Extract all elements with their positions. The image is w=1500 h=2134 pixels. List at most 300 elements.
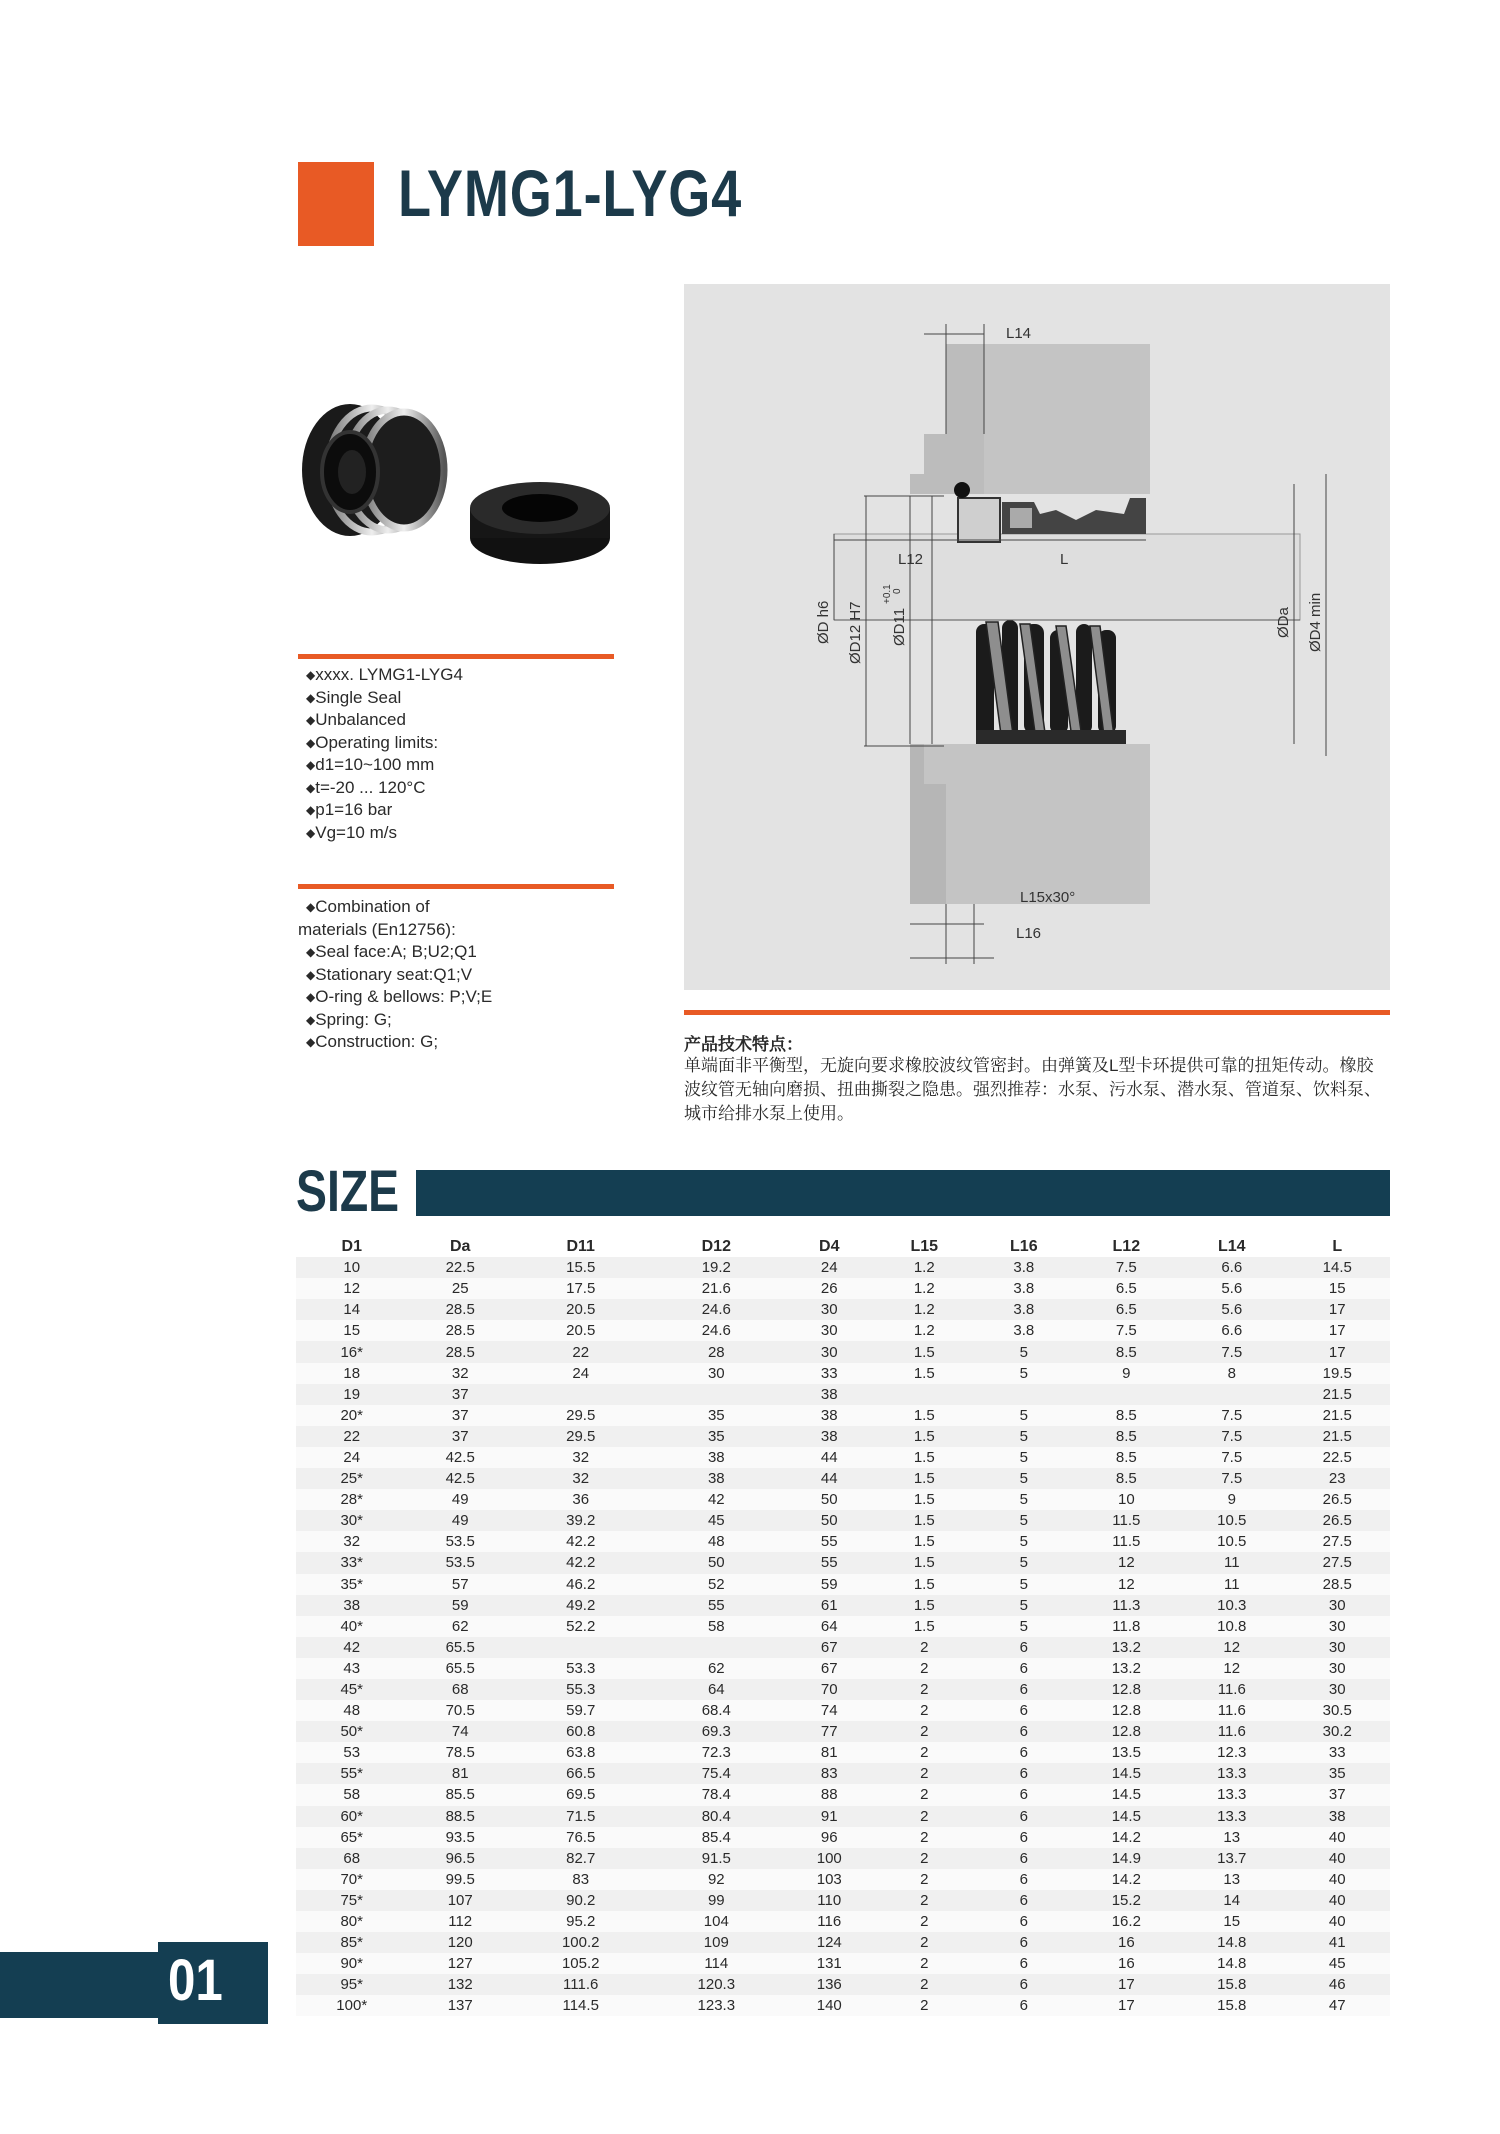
table-cell: 14.5 xyxy=(1322,1259,1352,1277)
table-cell: 5.6 xyxy=(1221,1301,1243,1319)
table-cell: 11.5 xyxy=(1112,1533,1141,1551)
table-cell: 3.8 xyxy=(1013,1322,1035,1340)
features-body: 单端面非平衡型，无旋向要求橡胶波纹管密封。由弹簧及L型卡环提供可靠的扭矩传动。橡胶波纹管无轴向磨损、扭曲撕裂之隐患。强烈推荐：水泵、污水泵、潜水泵、管道泵、饮料泵、城市给排水泵上使用。 xyxy=(684,1056,1381,1123)
table-cell: 13 xyxy=(1223,1828,1241,1846)
table-cell: 61 xyxy=(820,1596,838,1614)
table-cell: 10.3 xyxy=(1217,1596,1247,1614)
table-cell: 2 xyxy=(920,1702,929,1720)
table-cell: 2 xyxy=(920,1765,929,1783)
table-cell: 100* xyxy=(336,1997,368,2015)
table-cell: 1.2 xyxy=(913,1322,935,1340)
table-cell: 13 xyxy=(1223,1870,1241,1888)
table-cell: 103 xyxy=(816,1870,842,1888)
table-row xyxy=(296,1763,1390,1784)
label-d4: ØD4 min xyxy=(1307,592,1324,652)
table-cell: 16.2 xyxy=(1111,1913,1141,1931)
materials-heading: ◆ Combination of xyxy=(306,896,492,919)
table-cell: 5 xyxy=(1019,1533,1028,1551)
spec-list xyxy=(306,664,463,844)
table-cell: 40* xyxy=(340,1617,363,1635)
table-cell: 38 xyxy=(343,1596,361,1614)
table-cell: 17 xyxy=(1117,1976,1135,1994)
table-cell: 7.5 xyxy=(1221,1448,1243,1466)
table-cell: 7.5 xyxy=(1221,1343,1243,1361)
table-cell: 13.7 xyxy=(1217,1849,1247,1867)
table-cell: 93.5 xyxy=(445,1828,475,1846)
table-cell: 6 xyxy=(1019,1786,1028,1804)
column-header: L12 xyxy=(1112,1237,1141,1255)
table-cell: 67 xyxy=(820,1659,838,1677)
table-cell: 22 xyxy=(343,1427,361,1445)
table-cell xyxy=(513,1637,649,1658)
table-cell: 30 xyxy=(820,1322,838,1340)
table-cell: 42.5 xyxy=(445,1448,475,1466)
table-cell: 6.6 xyxy=(1221,1322,1243,1340)
spec-item: ◆ t=-20 ... 120°C xyxy=(306,777,463,800)
table-cell: 21.5 xyxy=(1322,1406,1352,1424)
size-heading: SIZE xyxy=(296,1159,400,1224)
table-cell: 5 xyxy=(1019,1617,1028,1635)
table-cell: 16* xyxy=(340,1343,363,1361)
table-cell: 6 xyxy=(1019,1638,1028,1656)
table-cell: 60.8 xyxy=(566,1723,596,1741)
table-cell: 55 xyxy=(707,1596,725,1614)
table-cell: 5 xyxy=(1019,1554,1028,1572)
table-cell: 124 xyxy=(816,1934,842,1952)
label-dh6: ØD h6 xyxy=(815,600,832,644)
table-cell: 7.5 xyxy=(1221,1427,1243,1445)
table-cell: 10 xyxy=(343,1259,361,1277)
column-header: L15 xyxy=(910,1237,939,1255)
table-cell: 85.4 xyxy=(701,1828,731,1846)
table-cell: 8.5 xyxy=(1115,1448,1137,1466)
table-cell: 13.3 xyxy=(1217,1807,1247,1825)
table-cell: 6 xyxy=(1019,1891,1028,1909)
table-cell: 30 xyxy=(1328,1681,1346,1699)
table-cell: 91.5 xyxy=(701,1849,731,1867)
table-cell: 63.8 xyxy=(566,1744,596,1762)
size-heading-bar xyxy=(416,1170,1390,1216)
table-cell: 120 xyxy=(447,1934,473,1952)
table-cell: 60* xyxy=(340,1807,363,1825)
table-cell: 12 xyxy=(1223,1638,1241,1656)
material-item: ◆ Stationary seat:Q1;V xyxy=(306,964,492,987)
table-cell: 11.6 xyxy=(1217,1702,1246,1720)
table-cell: 38 xyxy=(707,1448,725,1466)
table-cell: 40 xyxy=(1328,1870,1346,1888)
table-cell: 1.5 xyxy=(913,1343,935,1361)
table-cell: 140 xyxy=(816,1997,842,2015)
table-cell: 11.5 xyxy=(1112,1512,1141,1530)
table-cell: 30.5 xyxy=(1322,1702,1352,1720)
table-cell: 88.5 xyxy=(445,1807,475,1825)
table-cell: 12.8 xyxy=(1111,1723,1141,1741)
table-cell: 15.5 xyxy=(566,1259,596,1277)
table-cell: 19.2 xyxy=(701,1259,731,1277)
table-cell: 11 xyxy=(1223,1554,1240,1572)
column-header: L14 xyxy=(1217,1237,1246,1255)
table-cell: 81 xyxy=(451,1765,469,1783)
column-header: D1 xyxy=(341,1237,362,1255)
column-header: L16 xyxy=(1010,1237,1038,1255)
table-cell: 5 xyxy=(1019,1470,1028,1488)
table-row xyxy=(296,1742,1390,1763)
table-cell: 132 xyxy=(447,1976,473,1994)
table-cell: 14.5 xyxy=(1111,1786,1141,1804)
table-row xyxy=(296,1890,1390,1911)
page-number: 01 xyxy=(168,1948,223,2013)
table-cell: 5 xyxy=(1019,1512,1028,1530)
table-cell: 1.5 xyxy=(913,1512,935,1530)
table-cell xyxy=(649,1637,785,1658)
table-cell: 16 xyxy=(1117,1955,1135,1973)
table-cell: 12 xyxy=(1117,1554,1135,1572)
table-cell: 123.3 xyxy=(697,1997,736,2015)
table-cell: 59 xyxy=(820,1575,838,1593)
table-cell: 28.5 xyxy=(445,1343,475,1361)
table-cell: 68 xyxy=(451,1681,469,1699)
table-cell: 16 xyxy=(1117,1934,1135,1952)
table-row xyxy=(296,1468,1390,1489)
table-cell: 28.5 xyxy=(445,1301,475,1319)
table-cell: 5 xyxy=(1019,1596,1028,1614)
table-cell: 30* xyxy=(340,1512,363,1530)
table-row xyxy=(296,1911,1390,1932)
table-cell: 49.2 xyxy=(566,1596,596,1614)
table-cell: 8 xyxy=(1227,1364,1236,1382)
table-cell: 40 xyxy=(1328,1913,1346,1931)
table-cell: 38 xyxy=(820,1406,838,1424)
table-row xyxy=(296,1257,1390,1278)
table-cell: 2 xyxy=(920,1659,929,1677)
table-row xyxy=(296,1827,1390,1848)
table-cell: 74 xyxy=(820,1702,838,1720)
table-cell: 35 xyxy=(1328,1765,1346,1783)
label-da: ØDa xyxy=(1275,607,1292,638)
table-cell: 109 xyxy=(703,1934,729,1952)
label-l14: L14 xyxy=(1006,325,1032,342)
material-item: ◆ Spring: G; xyxy=(306,1009,492,1032)
table-cell: 2 xyxy=(920,1786,929,1804)
table-cell: 45* xyxy=(340,1681,363,1699)
table-cell: 5.6 xyxy=(1221,1280,1243,1298)
table-cell: 75.4 xyxy=(701,1765,731,1783)
table-cell: 30 xyxy=(1328,1638,1346,1656)
table-cell: 1.5 xyxy=(913,1554,935,1572)
table-cell: 50 xyxy=(820,1491,838,1509)
table-cell: 20* xyxy=(340,1406,363,1424)
table-cell: 82.7 xyxy=(566,1849,596,1867)
table-cell: 2 xyxy=(920,1681,929,1699)
label-d11: ØD11 xyxy=(891,607,908,646)
table-cell: 3.8 xyxy=(1013,1301,1035,1319)
table-cell: 10.5 xyxy=(1217,1512,1247,1530)
table-cell: 24.6 xyxy=(701,1322,731,1340)
table-cell: 6 xyxy=(1019,1659,1028,1677)
column-header: Da xyxy=(449,1237,471,1255)
table-cell: 57 xyxy=(451,1575,469,1593)
table-cell: 42.2 xyxy=(566,1533,596,1551)
table-cell: 45 xyxy=(707,1512,725,1530)
table-cell: 2 xyxy=(920,1976,929,1994)
materials-heading-2: materials (En12756): xyxy=(298,919,456,939)
table-cell: 42 xyxy=(707,1491,725,1509)
label-l: L xyxy=(1060,551,1069,568)
table-cell: 65.5 xyxy=(445,1638,475,1656)
table-cell: 131 xyxy=(816,1955,842,1973)
table-cell: 7.5 xyxy=(1221,1406,1243,1424)
table-cell: 53.3 xyxy=(566,1659,596,1677)
table-cell: 120.3 xyxy=(697,1976,736,1994)
table-cell: 40 xyxy=(1328,1891,1346,1909)
table-cell: 96 xyxy=(820,1828,838,1846)
table-row xyxy=(296,1320,1390,1341)
table-cell: 70* xyxy=(340,1870,363,1888)
table-row xyxy=(296,1405,1390,1426)
table-cell: 2 xyxy=(920,1849,929,1867)
table-cell: 36 xyxy=(572,1491,590,1509)
table-cell: 32 xyxy=(451,1364,469,1382)
table-cell: 20.5 xyxy=(566,1301,596,1319)
table-cell: 6 xyxy=(1019,1681,1028,1699)
table-cell: 55* xyxy=(340,1765,363,1783)
column-header: D11 xyxy=(566,1237,595,1255)
table-header-row xyxy=(296,1236,1390,1257)
table-cell: 65.5 xyxy=(445,1659,475,1677)
table-row xyxy=(296,1637,1390,1658)
table-cell: 33 xyxy=(820,1364,838,1382)
table-cell: 2 xyxy=(920,1870,929,1888)
table-cell: 39.2 xyxy=(566,1512,596,1530)
table-cell: 7.5 xyxy=(1115,1322,1137,1340)
table-cell: 12.8 xyxy=(1111,1702,1141,1720)
table-row xyxy=(296,1679,1390,1700)
table-cell: 90* xyxy=(340,1955,363,1973)
table-cell: 21.5 xyxy=(1322,1427,1352,1445)
table-cell: 116 xyxy=(817,1913,842,1931)
table-row xyxy=(296,1447,1390,1468)
table-cell: 25 xyxy=(451,1280,469,1298)
table-cell: 85.5 xyxy=(445,1786,475,1804)
table-cell: 17 xyxy=(1117,1997,1135,2015)
table-cell: 1.5 xyxy=(913,1617,935,1635)
table-row xyxy=(296,1953,1390,1974)
table-cell: 99.5 xyxy=(445,1870,475,1888)
spec-item: ◆ d1=10~100 mm xyxy=(306,754,463,777)
table-cell: 26.5 xyxy=(1322,1491,1352,1509)
table-cell: 2 xyxy=(920,1997,929,2015)
table-cell: 17.5 xyxy=(566,1280,596,1298)
material-item: ◆ Construction: G; xyxy=(306,1031,492,1054)
table-cell: 37 xyxy=(1328,1786,1346,1804)
materials-list xyxy=(298,896,493,1054)
table-cell: 24 xyxy=(820,1259,838,1277)
table-row xyxy=(296,1932,1390,1953)
table-cell: 13.3 xyxy=(1217,1786,1247,1804)
table-cell: 81 xyxy=(820,1744,838,1762)
table-row xyxy=(296,1510,1390,1531)
table-row xyxy=(296,1616,1390,1637)
table-cell: 90.2 xyxy=(566,1891,596,1909)
table-cell: 80* xyxy=(340,1913,363,1931)
table-cell: 26 xyxy=(820,1280,838,1298)
label-d11-tolerance: +0.1 xyxy=(882,584,893,604)
table-cell: 32 xyxy=(572,1470,590,1488)
table-cell: 6.5 xyxy=(1115,1301,1137,1319)
table-cell: 6 xyxy=(1019,1976,1028,1994)
table-cell: 137 xyxy=(447,1997,473,2015)
table-cell: 6 xyxy=(1019,1765,1028,1783)
table-row xyxy=(296,1384,1390,1405)
table-cell: 27.5 xyxy=(1322,1554,1352,1572)
column-header: L xyxy=(1332,1237,1343,1255)
table-cell: 35 xyxy=(707,1406,725,1424)
table-cell: 111.6 xyxy=(563,1976,599,1994)
table-cell: 50* xyxy=(340,1723,363,1741)
table-cell: 30 xyxy=(820,1301,838,1319)
table-cell: 88 xyxy=(820,1786,838,1804)
table-cell: 30 xyxy=(820,1343,838,1361)
table-cell: 80.4 xyxy=(701,1807,731,1825)
features-title: 产品技术特点： xyxy=(684,1035,803,1054)
table-cell: 22.5 xyxy=(1322,1448,1352,1466)
table-cell: 38 xyxy=(707,1470,725,1488)
table-row xyxy=(296,1363,1390,1384)
table-body xyxy=(296,1257,1390,2016)
table-cell: 24 xyxy=(572,1364,590,1382)
table-cell: 13.5 xyxy=(1111,1744,1141,1762)
table-cell: 53 xyxy=(343,1744,361,1762)
page-title: LYMG1-LYG4 xyxy=(398,156,743,230)
table-cell: 18 xyxy=(343,1364,361,1382)
table-cell: 11.3 xyxy=(1112,1596,1141,1614)
table-cell: 30 xyxy=(1328,1659,1346,1677)
table-cell: 6 xyxy=(1019,1913,1028,1931)
table-cell: 77 xyxy=(820,1723,838,1741)
spec-item: ◆ Vg=10 m/s xyxy=(306,822,463,845)
table-cell: 52.2 xyxy=(566,1617,596,1635)
table-cell: 14.9 xyxy=(1111,1849,1141,1867)
table-cell: 83 xyxy=(820,1765,838,1783)
table-cell xyxy=(649,1384,785,1405)
table-cell: 95.2 xyxy=(566,1913,596,1931)
table-cell: 6 xyxy=(1019,1870,1028,1888)
table-cell: 14.2 xyxy=(1111,1828,1141,1846)
table-cell: 19.5 xyxy=(1322,1364,1352,1382)
table-row xyxy=(296,1700,1390,1721)
table-cell: 44 xyxy=(820,1470,838,1488)
table-cell: 10.5 xyxy=(1217,1533,1247,1551)
table-cell: 14.5 xyxy=(1111,1765,1141,1783)
table-cell: 6 xyxy=(1019,1702,1028,1720)
table-cell: 28.5 xyxy=(1322,1575,1352,1593)
table-cell: 37 xyxy=(451,1406,469,1424)
table-cell: 6 xyxy=(1019,1849,1028,1867)
table-row xyxy=(296,1552,1390,1573)
table-cell: 8.5 xyxy=(1115,1343,1137,1361)
table-cell: 99 xyxy=(707,1891,725,1909)
table-cell: 15.2 xyxy=(1111,1891,1141,1909)
table-cell: 2 xyxy=(920,1807,929,1825)
table-cell: 55 xyxy=(820,1554,838,1572)
table-cell: 17 xyxy=(1328,1301,1346,1319)
table-cell: 22.5 xyxy=(445,1259,475,1277)
table-cell: 48 xyxy=(343,1702,361,1720)
table-row xyxy=(296,1658,1390,1679)
table-cell: 69.3 xyxy=(701,1723,731,1741)
table-cell: 69.5 xyxy=(566,1786,596,1804)
table-row xyxy=(296,1341,1390,1362)
label-l16: L16 xyxy=(1016,925,1042,942)
table-cell: 37 xyxy=(451,1385,469,1403)
table-row xyxy=(296,1531,1390,1552)
table-cell: 38 xyxy=(820,1427,838,1445)
table-cell: 110 xyxy=(817,1891,842,1909)
table-cell: 11 xyxy=(1223,1575,1240,1593)
spec-item: ◆ p1=16 bar xyxy=(306,799,463,822)
table-cell: 112 xyxy=(448,1913,473,1931)
table-cell xyxy=(1179,1384,1284,1405)
table-cell: 107 xyxy=(447,1891,473,1909)
table-cell: 6.5 xyxy=(1115,1280,1137,1298)
table-row xyxy=(296,1974,1390,1995)
table-cell: 100.2 xyxy=(561,1934,600,1952)
table-cell: 26.5 xyxy=(1322,1512,1352,1530)
table-cell: 95* xyxy=(340,1976,363,1994)
table-cell: 136 xyxy=(816,1976,842,1994)
table-cell: 14.8 xyxy=(1217,1934,1247,1952)
table-cell: 5 xyxy=(1019,1491,1028,1509)
table-row xyxy=(296,1784,1390,1805)
table-cell: 1.2 xyxy=(913,1280,935,1298)
table-cell: 38 xyxy=(1328,1807,1346,1825)
table-cell: 30 xyxy=(1328,1617,1346,1635)
table-cell: 9 xyxy=(1122,1364,1131,1382)
table-cell: 55 xyxy=(820,1533,838,1551)
column-header: D4 xyxy=(819,1237,840,1255)
table-cell: 10 xyxy=(1117,1491,1135,1509)
table-cell: 33* xyxy=(340,1554,363,1572)
table-cell: 37 xyxy=(451,1427,469,1445)
table-cell: 127 xyxy=(447,1955,473,1973)
table-cell: 96.5 xyxy=(445,1849,475,1867)
table-cell: 40 xyxy=(1328,1828,1346,1846)
table-cell: 8.5 xyxy=(1115,1427,1137,1445)
table-cell: 114 xyxy=(704,1955,729,1973)
table-cell: 5 xyxy=(1019,1448,1028,1466)
table-cell: 71.5 xyxy=(566,1807,596,1825)
table-cell: 65* xyxy=(340,1828,363,1846)
table-cell: 2 xyxy=(920,1955,929,1973)
table-row xyxy=(296,1869,1390,1890)
table-cell: 14.5 xyxy=(1111,1807,1141,1825)
table-cell: 19 xyxy=(343,1385,361,1403)
table-cell: 6 xyxy=(1019,1997,1028,2015)
spec-item: ◆ Single Seal xyxy=(306,687,463,710)
materials-divider xyxy=(298,884,614,889)
table-cell: 24.6 xyxy=(701,1301,731,1319)
table-cell: 1.2 xyxy=(913,1259,935,1277)
table-row xyxy=(296,1595,1390,1616)
table-cell: 30 xyxy=(707,1364,725,1382)
table-cell: 40 xyxy=(1328,1849,1346,1867)
table-cell: 62 xyxy=(707,1659,725,1677)
table-cell: 12.3 xyxy=(1217,1744,1247,1762)
table-cell: 3.8 xyxy=(1013,1280,1035,1298)
table-cell: 52 xyxy=(707,1575,725,1593)
table-cell: 2 xyxy=(920,1891,929,1909)
table-cell: 1.2 xyxy=(913,1301,935,1319)
